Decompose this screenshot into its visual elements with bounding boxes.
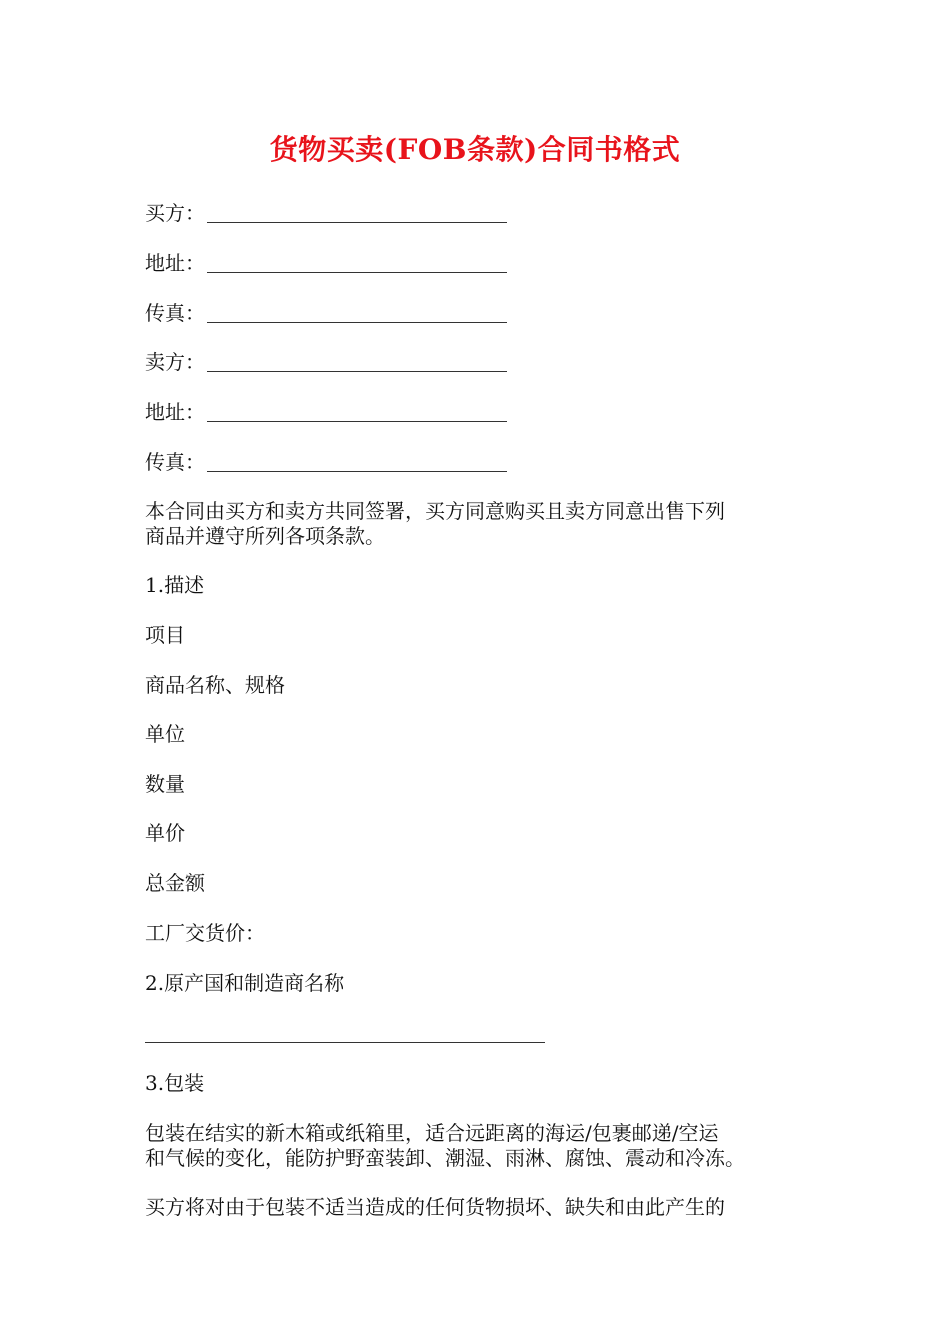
packing-line-2: 和气候的变化，能防护野蛮装卸、潮湿、雨淋、腐蚀、震动和冷冻。 <box>145 1146 745 1170</box>
section3-heading: 3.包装 <box>145 1071 205 1095</box>
seller-fax-label: 传真： <box>145 450 205 474</box>
section1-item: 单位 <box>145 722 185 746</box>
section1-item: 商品名称、规格 <box>145 673 285 697</box>
seller-address-field <box>145 397 507 427</box>
seller-fax-field <box>145 447 507 477</box>
section2-heading: 2.原产国和制造商名称 <box>145 971 345 995</box>
intro-line-1: 本合同由买方和卖方共同签署，买方同意购买且卖方同意出售下列 <box>145 499 725 523</box>
section1-item: 项目 <box>145 623 185 647</box>
seller-fax-blank[interactable] <box>207 447 507 472</box>
seller-address-blank[interactable] <box>207 397 507 422</box>
section1-item: 单价 <box>145 821 185 845</box>
buyer-fax-field <box>145 298 507 328</box>
seller-name-label: 卖方： <box>145 350 205 374</box>
buyer-address-field <box>145 248 507 278</box>
section1-heading: 1.描述 <box>145 573 205 597</box>
liability-line-1: 买方将对由于包装不适当造成的任何货物损坏、缺失和由此产生的 <box>145 1195 725 1219</box>
section1-item: 工厂交货价： <box>145 921 265 945</box>
document-title: 货物买卖(FOB条款)合同书格式 <box>269 133 681 166</box>
manufacturer-blank-line[interactable] <box>145 1042 545 1043</box>
intro-line-2: 商品并遵守所列各项条款。 <box>145 524 385 548</box>
buyer-name-field <box>145 198 507 228</box>
buyer-address-blank[interactable] <box>207 248 507 273</box>
buyer-name-label: 买方： <box>145 201 205 225</box>
seller-name-field <box>145 347 507 377</box>
section1-item: 总金额 <box>145 871 205 895</box>
seller-name-blank[interactable] <box>207 347 507 372</box>
section1-item: 数量 <box>145 772 185 796</box>
buyer-name-blank[interactable] <box>207 198 507 223</box>
buyer-address-label: 地址： <box>145 251 205 275</box>
seller-address-label: 地址： <box>145 400 205 424</box>
buyer-fax-blank[interactable] <box>207 298 507 323</box>
packing-line-1: 包装在结实的新木箱或纸箱里，适合远距离的海运/包裹邮递/空运 <box>145 1121 719 1145</box>
buyer-fax-label: 传真： <box>145 301 205 325</box>
